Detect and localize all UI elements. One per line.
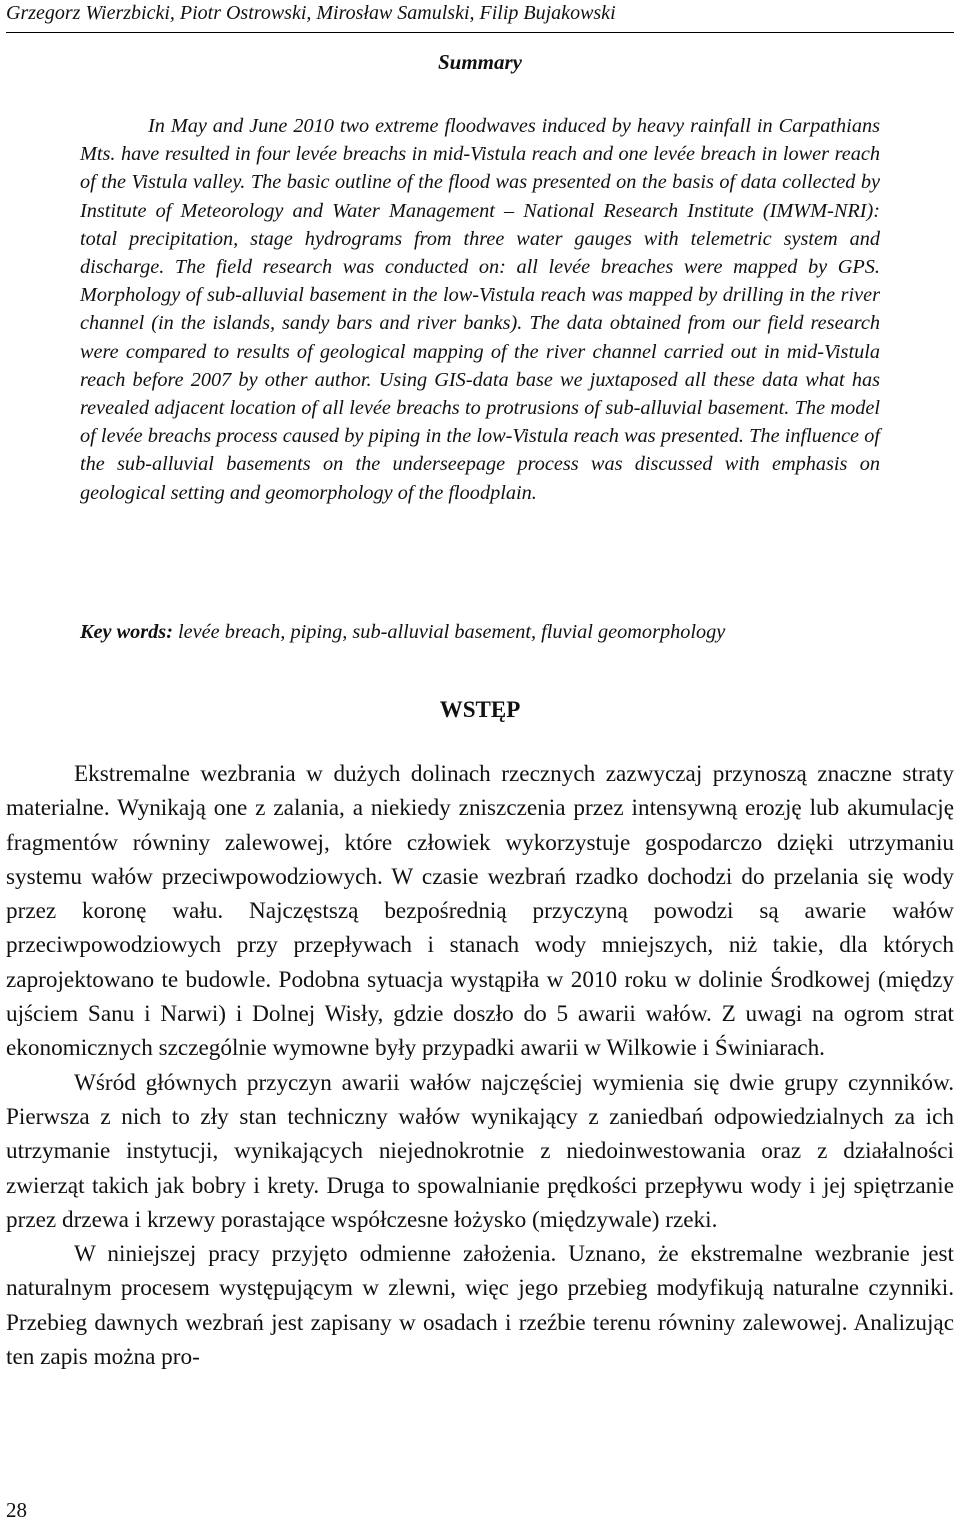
page-number: 28 bbox=[6, 1498, 27, 1522]
body-text bbox=[6, 757, 954, 1374]
body-paragraph: Ekstremalne wezbrania w dużych dolinach rzecznych zazwyczaj przynoszą znaczne straty materialne. Wynikają one z zalania, a niekiedy zniszczenia przez intensywną erozję lub akumulację fragmentów równiny zalewowej, które człowiek wykorzystuje gospodarczo dzięki utrzymaniu systemu wałów przeciwpowodziowych. W czasie wezbrań rzadko dochodzi do przelania się wody przez koronę wału. Najczęstszą bezpośrednią przyczyną powodzi są awarie wałów przeciwpowodziowych przy przepływach i stanach wody mniejszych, niż takie, dla których zaprojektowano te budowle. Podobna sytuacja wystąpiła w 2010 roku w dolinie Środkowej (między ujściem Sanu i Narwi) i Dolnej Wisły, gdzie doszło do 5 awarii wałów. Z uwagi na ogrom strat ekonomicznych szczególnie wymowne były przypadki awarii w Wilkowie i Świniarach. bbox=[6, 761, 954, 1062]
summary-title: Summary bbox=[437, 50, 523, 74]
summary-abstract: In May and June 2010 two extreme floodwaves induced by heavy rainfall in Carpathians Mts. have resulted in four levée breachs in mid-Vistula reach and one levée breach in lower reach of the Vistula valley. The basic outline of the flood was presented on the basis of data collected by Institute of Meteorology and Water Management – National Research Institute (IMWM-NRI): total precipitation, stage hydrograms from three water gauges with telemetric system and discharge. The field research was conducted on: all levée breaches were mapped by GPS. Morphology of sub-alluvial basement in the low-Vistula reach was mapped by drilling in the river channel (in the islands, sandy bars and river banks). The data obtained from our field research were compared to results of geological mapping of the river channel carried out in mid-Vistula reach before 2007 by other author. Using GIS-data base we juxtaposed all these data what has revealed adjacent location of all levée breachs to protrusions of sub-alluvial basement. The model of levée breachs process caused by piping in the low-Vistula reach was presented. The influence of the sub-alluvial basements on the underseepage process was discussed with emphasis on geological setting and geomorphology of the floodplain. bbox=[80, 115, 880, 504]
keywords-label: Key words: bbox=[80, 621, 173, 643]
body-paragraph: W niniejszej pracy przyjęto odmienne założenia. Uznano, że ekstremalne wezbranie jest naturalnym procesem występującym w zlewni, więc jego przebieg modyfikują naturalne czynniki. Przebieg dawnych wezbrań jest zapisany w osadach i rzeźbie terenu równiny zalewowej. Analizując ten zapis można pro- bbox=[6, 1241, 954, 1371]
section-heading: WSTĘP bbox=[439, 697, 521, 722]
keywords-line bbox=[80, 618, 900, 646]
keywords-text: levée breach, piping, sub-alluvial basement, fluvial geomorphology bbox=[172, 621, 726, 643]
running-head-authors: Grzegorz Wierzbicki, Piotr Ostrowski, Mirosław Samulski, Filip Bujakowski bbox=[6, 0, 954, 33]
body-paragraph: Wśród głównych przyczyn awarii wałów najczęściej wymienia się dwie grupy czynników. Pierwsza z nich to zły stan techniczny wałów wynikający z zaniedbań odpowiedzialnych za ich utrzymanie instytucji, wynikających niejednokrotnie z niedoinwestowania oraz z działalności zwierząt takich jak bobry i krety. Druga to spowalnianie prędkości przepływu wody i jej spiętrzanie przez drzewa i krzewy porastające współczesne łożysko (międzywale) rzeki. bbox=[6, 1069, 954, 1233]
